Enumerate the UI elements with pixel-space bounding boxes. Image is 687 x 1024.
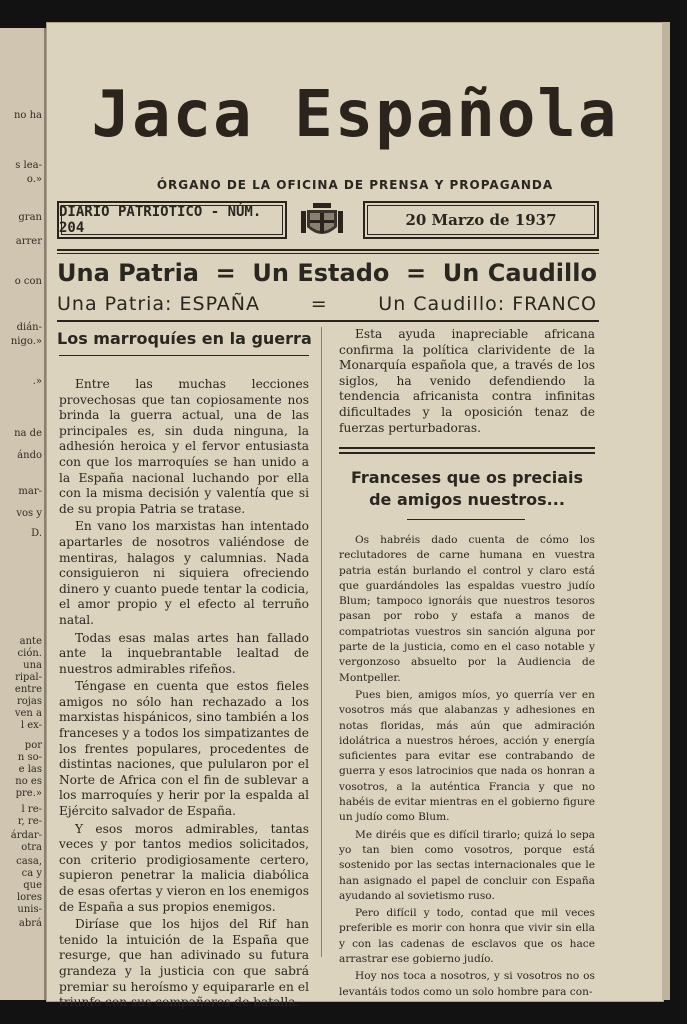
slogan-1-sep-1: = bbox=[215, 259, 236, 287]
slogan-1-sep-2: = bbox=[406, 259, 427, 287]
top-rule bbox=[57, 249, 599, 251]
issue-number: DIARIO PATRIOTICO - NÚM. 204 bbox=[59, 204, 262, 236]
adjacent-page-text-fragment: l re- bbox=[21, 804, 42, 815]
slogan-line-2 bbox=[57, 293, 597, 315]
adjacent-page-text-fragment: ca y bbox=[21, 868, 42, 879]
adjacent-page-text-fragment: ripal- bbox=[15, 672, 42, 683]
slogan-rule bbox=[57, 320, 599, 322]
article-1-paragraph: Todas esas malas artes han fallado ante la inquebrantable lealtad de nuestros admirables rifeños. bbox=[59, 630, 309, 676]
article-1-paragraph: Y esos moros admirables, tantas veces y por tantos medios solicitados, con criterio prodigiosamente certero, supieron penetrar la malicia diabólica de esas ofertas y vieron en los enemigos de España a sus propios enemigos. bbox=[59, 821, 309, 914]
slogan-2-sep: = bbox=[310, 293, 328, 315]
adjacent-page-text-fragment: o con bbox=[14, 276, 42, 287]
slogan-line-1 bbox=[57, 259, 597, 287]
slogan-2-part-2: Un Caudillo: FRANCO bbox=[378, 293, 597, 315]
adjacent-page-text-fragment: n so- bbox=[17, 752, 42, 763]
slogan-1-part-1: Una Patria bbox=[57, 259, 199, 287]
adjacent-page-text-fragment: que bbox=[23, 880, 42, 891]
masthead-title: Jaca Española bbox=[91, 78, 619, 152]
adjacent-page-text-fragment: ándo bbox=[17, 450, 42, 461]
article-separator-rule bbox=[339, 447, 595, 449]
adjacent-page-text-fragment: unis- bbox=[17, 904, 42, 915]
page-edge bbox=[662, 22, 670, 1000]
adjacent-page-text-fragment: vos y bbox=[16, 508, 42, 519]
adjacent-page-text-fragment: dián- bbox=[16, 322, 42, 333]
article-1-paragraph: Téngase en cuenta que estos fieles amigos no sólo han rechazado a los marxistas hispánicos, sino también a los franceses y a todos los simpatizantes de los frentes populares, procedentes de distintas naciones, que pulularon por el Norte de Africa con el fin de sublevar a los marroquíes y herir por la espalda al Ejército salvador de España. bbox=[59, 679, 309, 819]
article-1-continuation-paragraph: Esta ayuda inapreciable africana confirma la política clarividente de la Monarquía española que, a través de los siglos, ha venido defendiendo la tendencia africanista contra infinitas dificultades y la oposición tenaz de fuerzas perturbadoras. bbox=[339, 327, 595, 435]
adjacent-page-text-fragment: otra bbox=[21, 842, 42, 853]
adjacent-page-text-fragment: una bbox=[23, 660, 42, 671]
adjacent-page-text-fragment: por bbox=[24, 740, 42, 751]
issue-date: 20 Marzo de 1937 bbox=[405, 211, 557, 229]
article-2-paragraph: Pero difícil y todo, contad que mil veces preferible es morir con honra que vivir sin ella y con las cadenas de esclavos que os hace arrastrar ese gobierno judío. bbox=[339, 907, 595, 966]
adjacent-page-text-fragment: D. bbox=[31, 528, 42, 539]
adjacent-page-text-fragment: ven a bbox=[14, 708, 42, 719]
top-rule-thin bbox=[57, 253, 599, 254]
adjacent-page-text-fragment: árdar- bbox=[10, 830, 42, 841]
article-2-heading: Franceses que os preciais de amigos nuestros... bbox=[350, 468, 584, 509]
adjacent-page-text-fragment: no es bbox=[15, 776, 42, 787]
article-1-heading-rule bbox=[59, 355, 309, 356]
article-2-body bbox=[339, 533, 595, 1002]
adjacent-page-text-fragment: rojas bbox=[17, 696, 42, 707]
article-1-paragraph: Diríase que los hijos del Rif han tenido la intuición de la España que resurge, que han adivinado su futura grandeza y la justicia con que sabrá premiar su heroísmo y equipararle en el triunfo con sus compañeros de batalla. bbox=[59, 917, 309, 1010]
issue-box bbox=[57, 201, 287, 239]
adjacent-page-text-fragment: ante bbox=[19, 636, 42, 647]
article-1-heading: Los marroquíes en la guerra bbox=[57, 329, 312, 348]
article-1-body bbox=[59, 377, 309, 1013]
slogan-1-part-2: Un Estado bbox=[252, 259, 390, 287]
adjacent-page-text-fragment: r, re- bbox=[17, 816, 42, 827]
article-1-continuation bbox=[339, 327, 595, 438]
adjacent-page-text-fragment: s lea- bbox=[15, 160, 42, 171]
adjacent-page-text-fragment: ción. bbox=[17, 648, 42, 659]
adjacent-page-text-fragment: lores bbox=[16, 892, 42, 903]
article-1-paragraph: En vano los marxistas han intentado apartarles de nosotros valiéndose de mentiras, halagos y calumnias. Nada consiguieron ni siquiera ofreciendo dinero y cuanto puede tentar la codicia, el amor propio y el efecto al terruño natal. bbox=[59, 519, 309, 627]
adjacent-page-text-fragment: nigo.» bbox=[10, 336, 42, 347]
article-2-paragraph: Me diréis que es difícil tirarlo; quizá lo sepa yo tan bien como vosotros, porque está sostenido por las sectas internacionales que le han asignado el papel de concluir con España ayudando al sovietismo ruso. bbox=[339, 828, 595, 902]
adjacent-page-text-fragment: entre bbox=[14, 684, 42, 695]
adjacent-page-text-fragment: na de bbox=[14, 428, 42, 439]
adjacent-page-text-fragment: arrer bbox=[15, 236, 42, 247]
adjacent-page-text-fragment: e las bbox=[18, 764, 42, 775]
adjacent-page-text-fragment: pre.» bbox=[15, 788, 42, 799]
masthead-subtitle: ÓRGANO DE LA OFICINA DE PRENSA Y PROPAGANDA bbox=[156, 178, 554, 192]
newspaper-page bbox=[46, 22, 664, 1010]
column-divider bbox=[321, 327, 322, 957]
adjacent-page-text-fragment: o.» bbox=[26, 174, 42, 185]
adjacent-page-text-fragment: l ex- bbox=[20, 720, 42, 731]
adjacent-page-text-fragment: no ha bbox=[13, 110, 42, 121]
article-1-paragraph: Entre las muchas lecciones provechosas que tan copiosamente nos brinda la guerra actual, una de las principales es, sin duda ninguna, la adhesión heroica y el fervor entusiasta con que los marroquíes se han unido a la España nacional luchando por ella con la misma decisión y valentía que si de su propia Patria se tratase. bbox=[59, 377, 309, 516]
article-2-paragraph: Hoy nos toca a nosotros, y si vosotros no os levantáis todos como un solo hombre para con- bbox=[339, 970, 595, 998]
adjacent-page-text-fragment: mar- bbox=[18, 486, 42, 497]
date-box bbox=[363, 201, 599, 239]
article-2-paragraph: Pues bien, amigos míos, yo querría ver en vosotros más que alabanzas y adhesiones en notas floridas, más aún que admiración idolátrica a nuestros héroes, acción y energía suficientes para evitar ese contrabando de guerra y esos latrocinios que nada os honran a vosotros, a la auténtica Francia y que no habéis de evitar mientras en el gobierno figure un judío como Blum. bbox=[339, 688, 595, 824]
article-2-paragraph: Os habréis dado cuenta de cómo los reclutadores de carne humana en vuestra patria están burlando el control y claro está que guardándoles las espaldas vuestro judío Blum; tampoco ignoráis que nuestros tesoros pasan por robo y estafa a manos de compatriotas vuestros sin sanción alguna por parte de la justicia, como en el caso notable y vergonzoso absuelto por la Audiencia de Montpeller. bbox=[339, 534, 595, 684]
adjacent-page-text-fragment: casa, bbox=[16, 856, 42, 867]
adjacent-page-fragment bbox=[0, 28, 46, 1000]
slogan-1-part-3: Un Caudillo bbox=[442, 259, 597, 287]
adjacent-page-text-fragment: abrá bbox=[18, 918, 42, 929]
adjacent-page-text-fragment: .» bbox=[32, 376, 42, 387]
coat-of-arms-icon bbox=[299, 201, 345, 241]
article-2-heading-rule bbox=[407, 519, 525, 520]
adjacent-page-text-fragment: gran bbox=[18, 212, 42, 223]
article-separator-rule-2 bbox=[339, 452, 595, 454]
slogan-2-part-1: Una Patria: ESPAÑA bbox=[57, 293, 261, 315]
